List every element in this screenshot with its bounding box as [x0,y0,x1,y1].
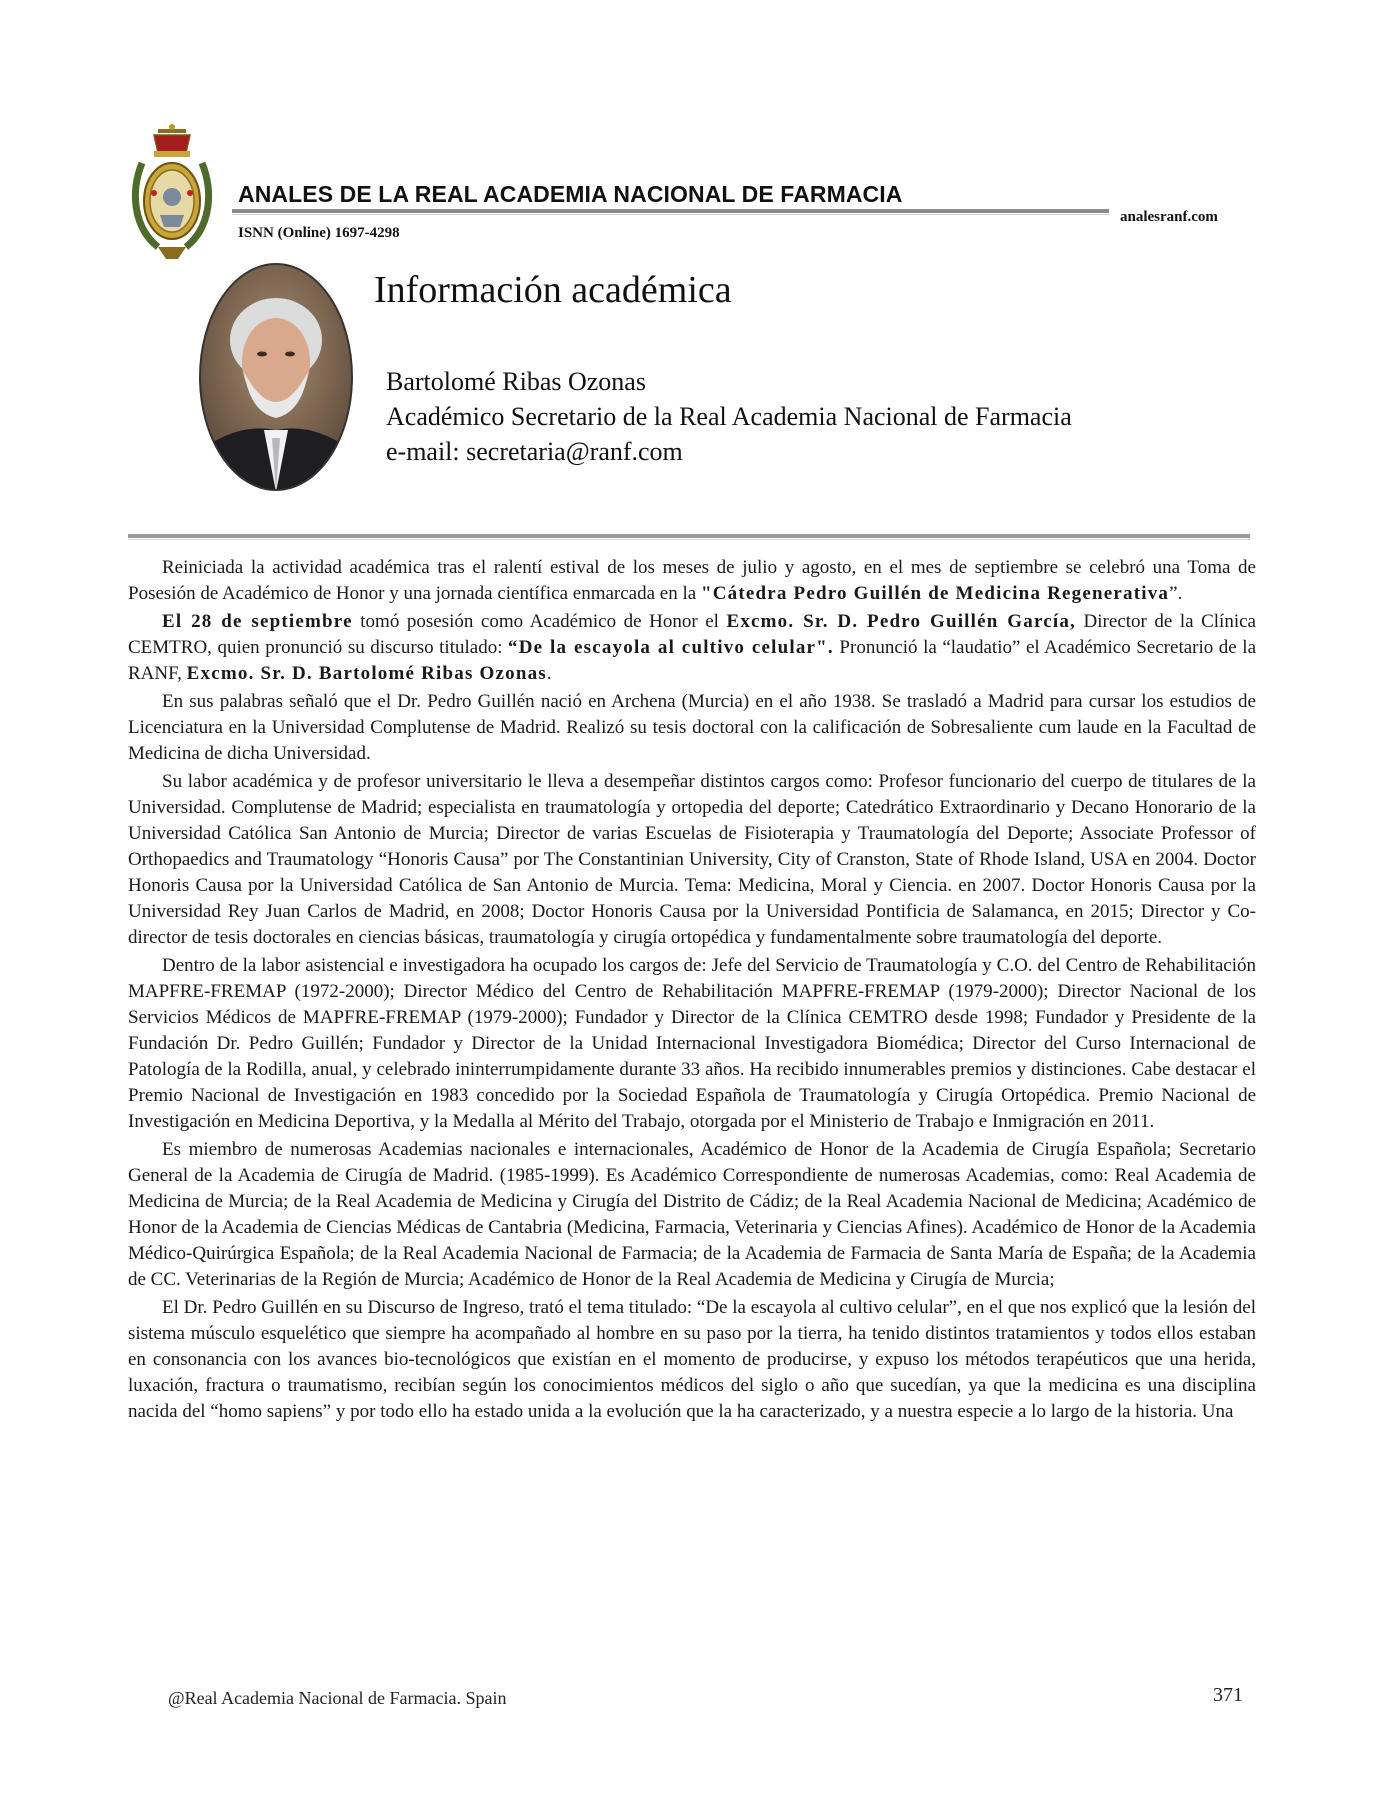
paragraph-text: tomó posesión como Académico de Honor el [352,611,727,632]
paragraph: Dentro de la labor asistencial e investigadora ha ocupado los cargos de: Jefe del Servicio de Traumatología y C.O. del Centro de Rehabilitación MAPFRE-FREMAP (1972-2000); Director Médico del Centro de Rehabilitación MAPFRE-FREMAP (1979-2000); Director Nacional de los Servicios Médicos de MAPFRE-FREMAP (1979-2000); Fundador y Director de la Clínica CEMTRO desde 1998; Fundador y Presidente de la Fundación Dr. Pedro Guillén; Fundador y Director de la Unidad Internacional Investigadora Biomédica; Director del Curso Internacional de Patología de la Rodilla, anual, y celebrado ininterrumpidamente durante 33 años. Ha recibido innumerables premios y distinciones. Cabe destacar el Premio Nacional de Investigación en 1983 concedido por la Sociedad Española de Traumatología y Cirugía Ortopédica. Premio Nacional de Investigación en Medicina Deportiva, y la Medalla al Mérito del Trabajo, otorgada por el Ministerio de Trabajo e Inmigración en 2011. [128,955,1256,1132]
paragraph-text: . [546,663,552,684]
bold-text: “De la escayola al cultivo celular". [508,637,834,658]
section-divider-shadow [128,539,1250,540]
paragraph-text: Pronunció la “laudatio” el Académico Secretario de la RANF, [128,637,1257,684]
issn-label: ISNN (Online) 1697-4298 [238,225,400,241]
bold-text: Excmo. Sr. D. Pedro Guillén García, [726,611,1077,632]
paragraph-text: Reiniciada la actividad académica tras el ralentí estival de los meses de julio y agosto, en el mes de septiembre se celebró una Toma de Posesión de Académico de Honor y una jornada científica enmarcada en la [128,557,1256,604]
author-info [386,364,1072,469]
paragraph: Su labor académica y de profesor universitario le lleva a desempeñar distintos cargos como: Profesor funcionario del cuerpo de titulares de la Universidad. Complutense de Madrid; especialista en traumatología y ortopedia del deporte; Catedrático Extraordinario y Decano Honorario de la Universidad Católica San Antonio de Murcia; Director de varias Escuelas de Fisioterapia y Traumatología del Deporte; Associate Professor of Orthopaedics and Traumatology “Honoris Causa” por The Constantinian University, City of Cranston, State of Rhode Island, USA en 2004. Doctor Honoris Causa por la Universidad Católica de San Antonio de Murcia. Tema: Medicina, Moral y Ciencia. en 2007. Doctor Honoris Causa por la Universidad Rey Juan Carlos de Madrid, en 2008; Doctor Honoris Causa por la Universidad Pontificia de Salamanca, en 2015; Director y Co-director de tesis doctorales en ciencias básicas, traumatología y cirugía ortopédica y fundamentalmente sobre traumatología del deporte. [128,771,1256,948]
journal-title: ANALES DE LA REAL ACADEMIA NACIONAL DE FARMACIA [238,181,903,207]
article-body [128,555,1256,1427]
header-rule [232,209,1109,213]
paragraph: Es miembro de numerosas Academias nacionales e internacionales, Académico de Honor de la Academia de Cirugía Española; Secretario General de la Academia de Cirugía de Madrid. (1985-1999). Es Académico Correspondiente de numerosas Academias, como: Real Academia de Medicina de Murcia; de la Real Academia de Medicina y Cirugía del Distrito de Cádiz; de la Real Academia Nacional de Medicina; Académico de Honor de la Academia de Ciencias Médicas de Cantabria (Medicina, Farmacia, Veterinaria y Ciencias Afines). Académico de Honor de la Academia Médico-Quirúrgica Española; de la Real Academia Nacional de Farmacia; de la Academia de Farmacia de Santa María de España; de la Academia de CC. Veterinarias de la Región de Murcia; Académico de Honor de la Real Academia de Medicina y Cirugía de Murcia; [128,1139,1256,1290]
author-portrait-image [198,262,354,492]
paragraph-text: Director de la Clínica CEMTRO, quien pronunció su discurso titulado: [128,611,1256,658]
bold-text: "Cátedra Pedro Guillén de Medicina Regenerativa [700,583,1170,604]
header-rule-shadow [232,214,1109,215]
paragraph [128,555,1256,607]
paragraph: En sus palabras señaló que el Dr. Pedro Guillén nació en Archena (Murcia) en el año 1938. Se trasladó a Madrid para cursar los estudios de Licenciatura en la Universidad Complutense de Madrid. Realizó su tesis doctoral con la calificación de Sobresaliente cum laude en la Facultad de Medicina de dicha Universidad. [128,691,1256,764]
page-number: 371 [1213,1684,1243,1706]
author-email[interactable]: e-mail: secretaria@ranf.com [386,437,683,466]
academy-crest-icon [128,123,216,263]
section-divider [128,534,1250,538]
paragraph [128,609,1256,687]
author-name: Bartolomé Ribas Ozonas [386,367,646,396]
website-link[interactable]: analesranf.com [1120,209,1218,225]
section-title: Información académica [374,269,732,311]
bold-text: El 28 de septiembre [162,611,353,632]
author-position: Académico Secretario de la Real Academia Nacional de Farmacia [386,402,1072,431]
paragraph-text: ”. [1169,583,1183,604]
bold-text: Excmo. Sr. D. Bartolomé Ribas Ozonas [186,663,547,684]
paragraph: El Dr. Pedro Guillén en su Discurso de Ingreso, trató el tema titulado: “De la escayola al cultivo celular”, en el que nos explicó que la lesión del sistema músculo esquelético que siempre ha acompañado al hombre en su paso por la tierra, ha tenido distintos tratamientos y todos ellos estaban en consonancia con los avances bio-tecnológicos que existían en el momento de producirse, y expuso los métodos terapéuticos que una herida, luxación, fractura o traumatismo, recibían según los conocimientos médicos del siglo o año que sucedían, ya que la medicina es una disciplina nacida del “homo sapiens” y por todo ello ha estado unida a la evolución que la ha caracterizado, y a nuestra especie a lo largo de la historia. Una [128,1297,1256,1422]
footer-copyright: @Real Academia Nacional de Farmacia. Spain [168,1688,507,1708]
